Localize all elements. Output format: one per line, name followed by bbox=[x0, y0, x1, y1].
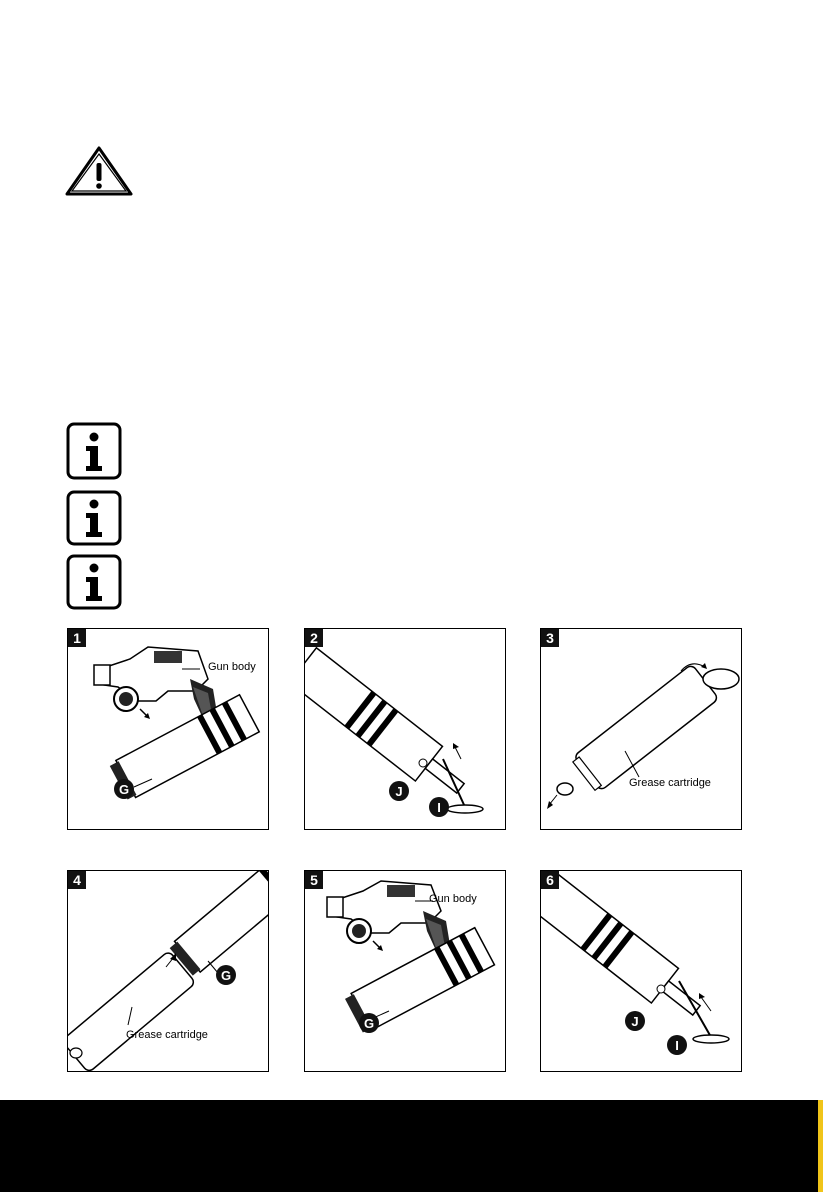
part-marker-i: I bbox=[667, 1035, 687, 1055]
panel-number: 6 bbox=[541, 871, 559, 889]
footer-accent-edge bbox=[818, 1100, 823, 1192]
plunger-release-illustration bbox=[541, 871, 742, 1072]
part-marker-g: G bbox=[216, 965, 236, 985]
info-i-icon bbox=[66, 422, 122, 480]
panel-number: 4 bbox=[68, 871, 86, 889]
figure-panel-5 bbox=[304, 870, 506, 1072]
grease-cartridge-illustration bbox=[541, 629, 742, 830]
info-i-icon bbox=[66, 490, 122, 546]
gun-body-label: Gun body bbox=[208, 661, 256, 673]
grease-cartridge-label: Grease cartridge bbox=[629, 777, 711, 789]
part-marker-g: G bbox=[359, 1013, 379, 1033]
figure-panel-4 bbox=[67, 870, 269, 1072]
cartridge-insert-illustration bbox=[68, 871, 269, 1072]
panel-number: 1 bbox=[68, 629, 86, 647]
footer-bar bbox=[0, 1100, 818, 1192]
gun-assembly-illustration bbox=[68, 629, 269, 830]
panel-number: 2 bbox=[305, 629, 323, 647]
figure-panel-2 bbox=[304, 628, 506, 830]
grease-cartridge-label: Grease cartridge bbox=[126, 1029, 208, 1041]
panel-number: 5 bbox=[305, 871, 323, 889]
part-marker-j: J bbox=[389, 781, 409, 801]
part-marker-g: G bbox=[114, 779, 134, 799]
figure-panel-3 bbox=[540, 628, 742, 830]
barrel-plunger-illustration bbox=[305, 629, 506, 830]
info-i-icon bbox=[66, 554, 122, 610]
part-marker-i: I bbox=[429, 797, 449, 817]
part-marker-j: J bbox=[625, 1011, 645, 1031]
figure-panel-6 bbox=[540, 870, 742, 1072]
warning-triangle-icon bbox=[65, 146, 133, 196]
panel-number: 3 bbox=[541, 629, 559, 647]
figure-panel-1 bbox=[67, 628, 269, 830]
gun-body-label: Gun body bbox=[429, 893, 477, 905]
